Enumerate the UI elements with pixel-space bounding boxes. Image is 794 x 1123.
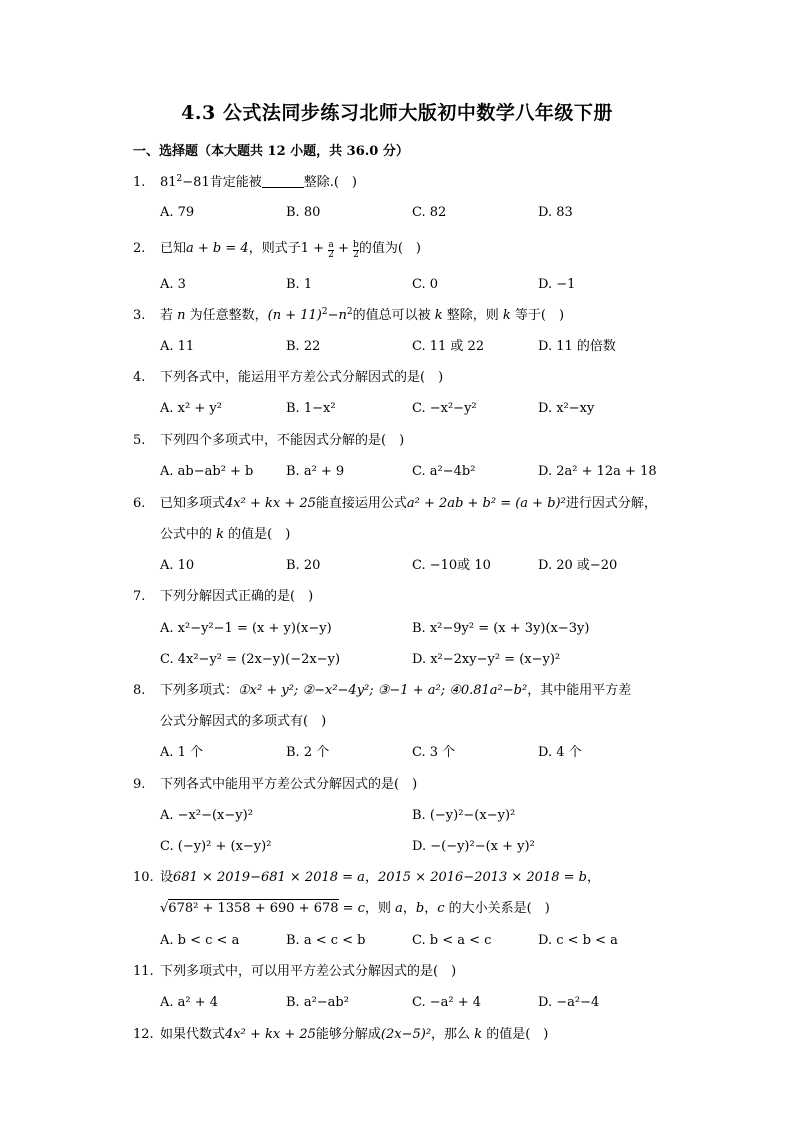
option-d: D. 11 的倍数 bbox=[538, 339, 616, 354]
question-8-line2: 公式分解因式的多项式有( ) bbox=[160, 714, 327, 729]
option-d: D. −(−y)²−(x + y)² bbox=[412, 839, 535, 854]
question-6: 6. 已知多项式4x² + kx + 25能直接运用公式a² + 2ab + b² = (a + b)²进行因式分解， bbox=[133, 496, 657, 511]
option-b: B. 1 bbox=[286, 277, 313, 292]
sqrt-radicand: 678² + 1358 + 690 + 678 bbox=[168, 901, 339, 916]
question-10: 10. 设681 × 2019−681 × 2018 = a，2015 × 2016−2013 × 2018 = b， bbox=[133, 870, 600, 885]
question-number: 9. bbox=[133, 777, 146, 792]
option-c: C. 0 bbox=[412, 277, 439, 292]
question-10-line2: √678² + 1358 + 690 + 678 = c，则 a，b，c 的大小关系是( ) bbox=[160, 901, 550, 916]
option-c: C. a²−4b² bbox=[412, 464, 476, 479]
option-c: C. 82 bbox=[412, 205, 447, 220]
option-b: B. 80 bbox=[286, 205, 321, 220]
question-8: 8. 下列多项式：①x² + y²; ②−x²−4y²; ③−1 + a²; ④0.81a²−b²，其中能用平方差 bbox=[133, 683, 632, 698]
option-d: D. x²−2xy−y² = (x−y)² bbox=[412, 652, 561, 667]
option-b: B. (−y)²−(x−y)² bbox=[412, 808, 516, 823]
sqrt-sign: √ bbox=[160, 901, 169, 916]
option-c: C. 4x²−y² = (2x−y)(−2x−y) bbox=[160, 652, 341, 667]
question-number: 8. bbox=[133, 683, 146, 698]
option-d: D. c < b < a bbox=[538, 933, 618, 948]
option-a: A. x² + y² bbox=[160, 401, 222, 416]
answer-blank bbox=[262, 175, 304, 188]
option-c: C. 3 个 bbox=[412, 745, 456, 760]
option-c: C. −10或 10 bbox=[412, 558, 491, 573]
question-number: 5. bbox=[133, 433, 146, 448]
option-a: A. x²−y²−1 = (x + y)(x−y) bbox=[160, 621, 332, 636]
option-d: D. −a²−4 bbox=[538, 995, 600, 1010]
option-d: D. 4 个 bbox=[538, 745, 582, 760]
option-b: B. 2 个 bbox=[286, 745, 330, 760]
option-b: B. a²−ab² bbox=[286, 995, 349, 1010]
option-b: B. x²−9y² = (x + 3y)(x−3y) bbox=[412, 621, 590, 636]
option-d: D. x²−xy bbox=[538, 401, 595, 416]
option-a: A. 11 bbox=[160, 339, 195, 354]
question-2: 2. 已知a + b = 4，则式子1 + $\frac{a}{2}$ + $\frac{b}{2}$ 的值为( ) bbox=[133, 240, 421, 260]
option-a: A. 79 bbox=[160, 205, 195, 220]
question-1: 1. $81^2-81$肯定能被 整除.( ) bbox=[133, 174, 357, 190]
fraction: $\frac{b}{2}$ bbox=[353, 240, 359, 260]
option-b: B. a² + 9 bbox=[286, 464, 345, 479]
question-number: 12. bbox=[133, 1027, 154, 1042]
option-a: A. −x²−(x−y)² bbox=[160, 808, 253, 823]
option-c: C. −x²−y² bbox=[412, 401, 477, 416]
option-c: C. 11 或 22 bbox=[412, 339, 485, 354]
question-number: 11. bbox=[133, 964, 154, 979]
option-c: C. b < a < c bbox=[412, 933, 492, 948]
option-a: A. a² + 4 bbox=[160, 995, 219, 1010]
option-a: A. ab−ab² + b bbox=[160, 464, 254, 479]
question-4: 4. 下列各式中，能运用平方差公式分解因式的是( ) bbox=[133, 370, 444, 385]
option-b: B. 20 bbox=[286, 558, 321, 573]
question-7: 7. 下列分解因式正确的是( ) bbox=[133, 589, 314, 604]
option-a: A. 3 bbox=[160, 277, 186, 292]
question-9: 9. 下列各式中能用平方差公式分解因式的是( ) bbox=[133, 777, 418, 792]
fraction: $\frac{a}{2}$ bbox=[328, 240, 334, 260]
question-11: 11. 下列多项式中，可以用平方差公式分解因式的是( ) bbox=[133, 964, 457, 979]
option-c: C. (−y)² + (x−y)² bbox=[160, 839, 272, 854]
question-number: 6. bbox=[133, 496, 146, 511]
question-6-line2: 公式中的 k 的值是( ) bbox=[160, 527, 291, 542]
question-number: 10. bbox=[133, 870, 154, 885]
question-number: 7. bbox=[133, 589, 146, 604]
option-b: B. a < c < b bbox=[286, 933, 366, 948]
option-a: A. b < c < a bbox=[160, 933, 240, 948]
option-d: D. 2a² + 12a + 18 bbox=[538, 464, 657, 479]
question-number: 2. bbox=[133, 241, 146, 256]
section-heading: 一、选择题（本大题共 12 小题，共 36.0 分） bbox=[133, 144, 409, 159]
page-title: 4.3 公式法同步练习北师大版初中数学八年级下册 bbox=[181, 102, 613, 124]
option-a: A. 1 个 bbox=[160, 745, 204, 760]
question-number: 4. bbox=[133, 370, 146, 385]
question-12: 12. 如果代数式4x² + kx + 25能够分解成(2x−5)²，那么 k 的值是( ) bbox=[133, 1027, 549, 1042]
question-5: 5. 下列四个多项式中，不能因式分解的是( ) bbox=[133, 433, 405, 448]
option-c: C. −a² + 4 bbox=[412, 995, 482, 1010]
question-number: 1. bbox=[133, 175, 146, 190]
question-3: 3. 若 n 为任意整数，$(n + 11)^2-n^2$的值总可以被 k 整除，则 k 等于( ) bbox=[133, 307, 565, 323]
option-d: D. 83 bbox=[538, 205, 573, 220]
question-number: 3. bbox=[133, 308, 146, 323]
option-b: B. 22 bbox=[286, 339, 321, 354]
option-b: B. 1−x² bbox=[286, 401, 336, 416]
option-a: A. 10 bbox=[160, 558, 195, 573]
option-d: D. 20 或−20 bbox=[538, 558, 618, 573]
option-d: D. −1 bbox=[538, 277, 576, 292]
